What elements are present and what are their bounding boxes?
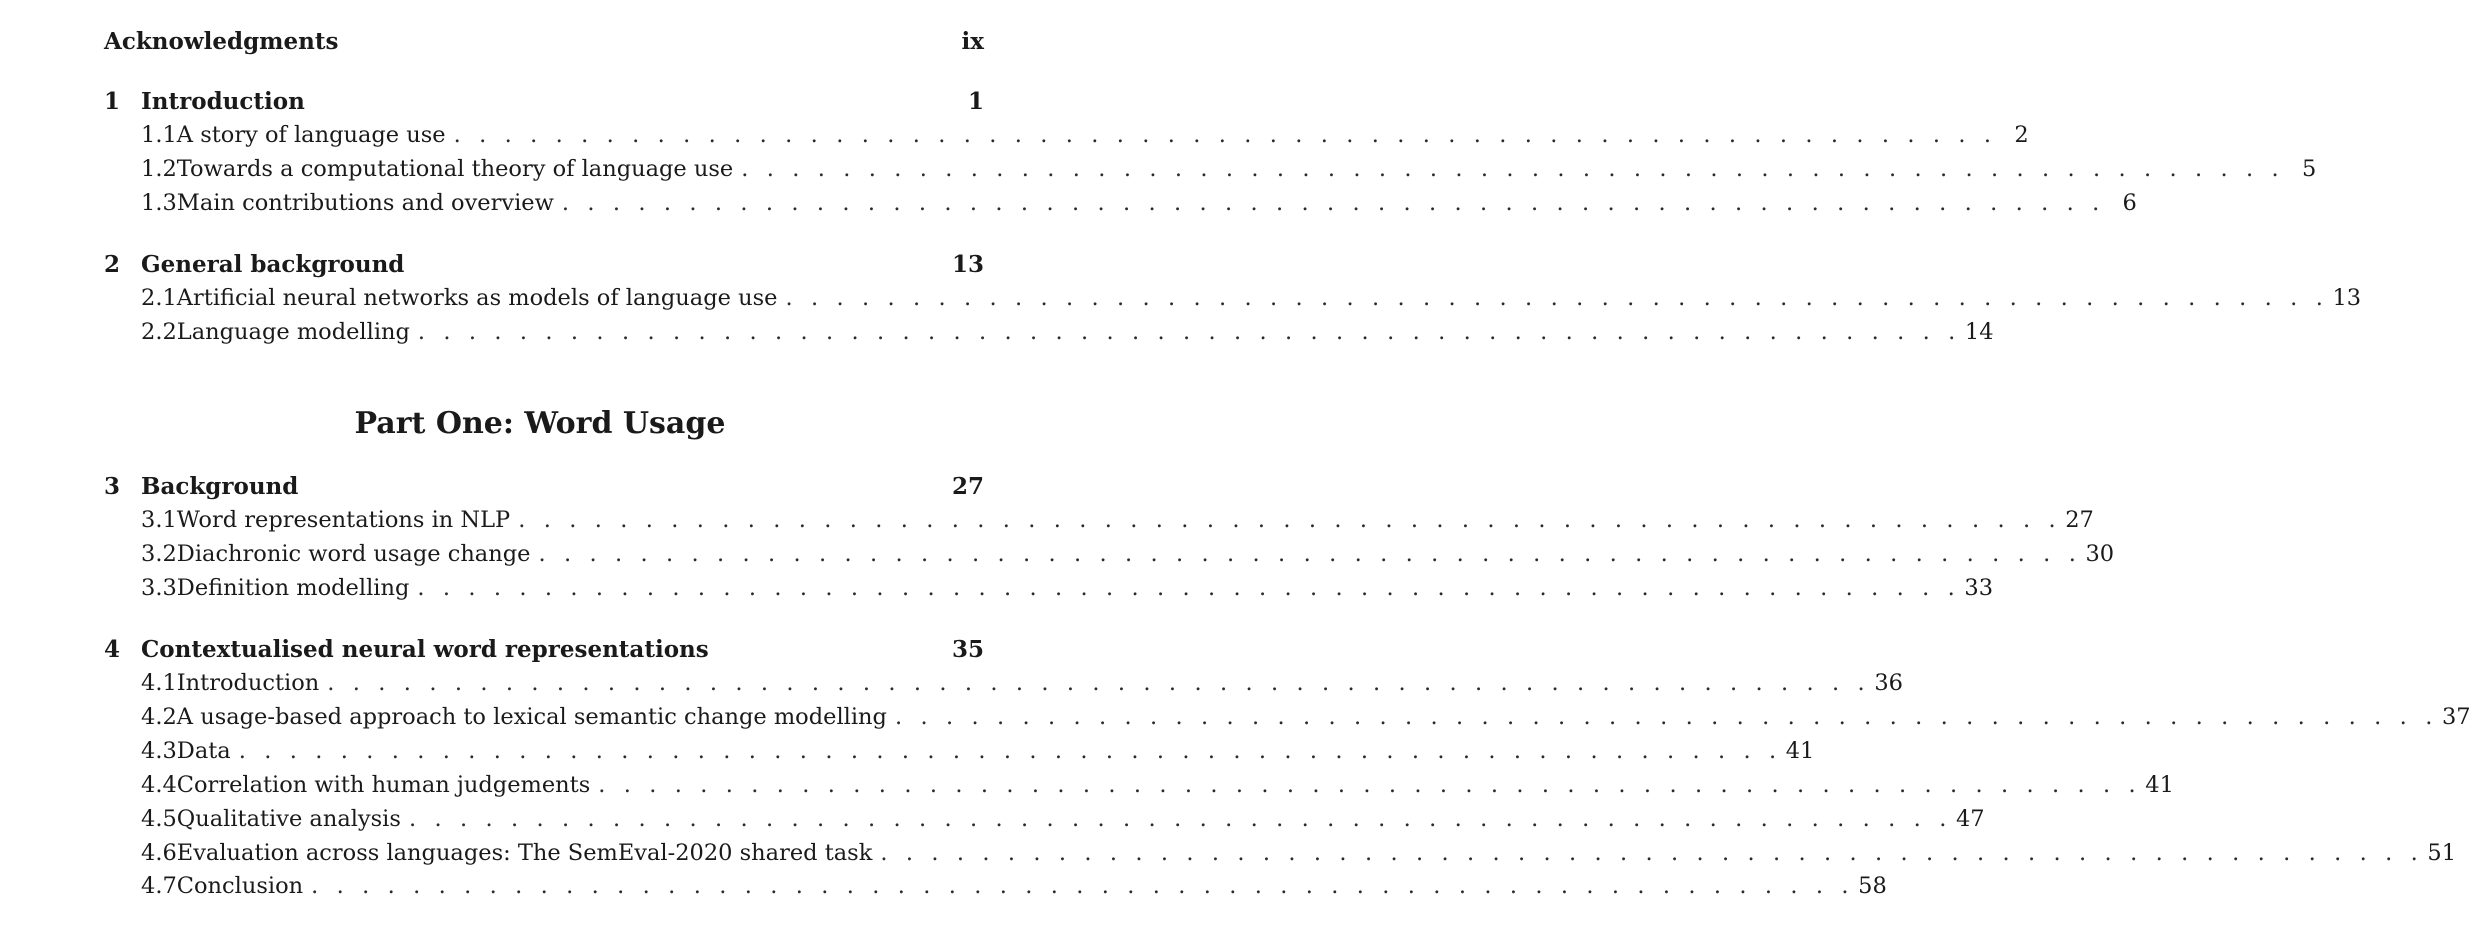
toc-section-number: 4.5 bbox=[141, 806, 177, 832]
toc-section-4-4[interactable] bbox=[104, 772, 2174, 802]
toc-section-number: 3.2 bbox=[141, 541, 177, 567]
toc-page-number: 47 bbox=[1955, 806, 1985, 832]
toc-chapter-1[interactable] bbox=[104, 88, 984, 118]
dot-leader: . . . . . . . . . . . . . . . . . . . . . . . . . . . . . . . . . . . . . . . . . . . . . . . . . . . . . . . . . . . . . bbox=[453, 122, 1997, 148]
toc-page-number: 13 bbox=[951, 251, 984, 278]
dot-leader: . . . . . . . . . . . . . . . . . . . . . . . . . . . . . . . . . . . . . . . . . . . . . . . . . . . . . . . . . . . . . bbox=[311, 873, 1855, 899]
toc-page-number: ix bbox=[961, 28, 984, 55]
toc-chapter-number: 2 bbox=[104, 251, 121, 278]
dot-leader: . . . . . . . . . . . . . . . . . . . . . . . . . . . . . . . . . . . . . . . . . . . . . . . . . . . . . . . . . . . . . bbox=[561, 190, 2105, 216]
toc-section-number: 4.4 bbox=[141, 772, 177, 798]
toc-section-number: 1.1 bbox=[141, 122, 177, 148]
toc-section-1-3[interactable] bbox=[104, 190, 2137, 220]
toc-page-number: 35 bbox=[951, 636, 984, 663]
dot-leader: . . . . . . . . . . . . . . . . . . . . . . . . . . . . . . . . . . . . . . . . . . . . . . . . . . . . . . . . . . . . . bbox=[741, 156, 2285, 182]
toc-section-4-7[interactable] bbox=[104, 873, 1887, 903]
dot-leader: . . . . . . . . . . . . . . . . . . . . . . . . . . . . . . . . . . . . . . . . . . . . . . . . . . . . . . . . . . . . . bbox=[538, 541, 2082, 567]
toc-section-title: Main contributions and overview bbox=[176, 190, 554, 216]
toc-section-number: 1.2 bbox=[141, 156, 177, 182]
toc-section-title: A story of language use bbox=[176, 122, 446, 148]
toc-page-number: 58 bbox=[1858, 873, 1887, 899]
toc-section-title: Definition modelling bbox=[176, 575, 410, 601]
toc-section-number: 1.3 bbox=[141, 190, 177, 216]
toc-section-4-2[interactable] bbox=[104, 704, 2471, 734]
toc-section-4-6[interactable] bbox=[104, 840, 2457, 870]
toc-page-number: 2 bbox=[2014, 122, 2029, 148]
toc-section-1-2[interactable] bbox=[104, 156, 2317, 186]
toc-section-number: 2.1 bbox=[141, 285, 177, 311]
toc-page-number: 27 bbox=[951, 473, 984, 500]
toc-section-title: Qualitative analysis bbox=[176, 806, 401, 832]
toc-section-title: Evaluation across languages: The SemEval-2020 shared task bbox=[176, 840, 873, 866]
toc-section-title: Correlation with human judgements bbox=[176, 772, 591, 798]
toc-page-number: 27 bbox=[2065, 507, 2094, 533]
toc-chapter-title: Introduction bbox=[141, 88, 305, 115]
dot-leader: . . . . . . . . . . . . . . . . . . . . . . . . . . . . . . . . . . . . . . . . . . . . . . . . . . . . . . . . . . . . . bbox=[880, 840, 2424, 866]
toc-section-number: 4.2 bbox=[141, 704, 177, 730]
toc-section-title: Conclusion bbox=[176, 873, 304, 899]
toc-page-number: 14 bbox=[1964, 319, 1994, 345]
toc-section-title: Artificial neural networks as models of language use bbox=[176, 285, 778, 311]
toc-section-title: Towards a computational theory of language use bbox=[176, 156, 734, 182]
toc-chapter-title: Background bbox=[141, 473, 299, 500]
dot-leader: . . . . . . . . . . . . . . . . . . . . . . . . . . . . . . . . . . . . . . . . . . . . . . . . . . . . . . . . . . . . . bbox=[785, 285, 2329, 311]
toc-page-number: 30 bbox=[2085, 541, 2115, 567]
toc-chapter-title: Contextualised neural word representations bbox=[141, 636, 709, 663]
toc-chapter-number: 1 bbox=[104, 88, 121, 115]
toc-section-3-3[interactable] bbox=[104, 575, 1994, 605]
dot-leader: . . . . . . . . . . . . . . . . . . . . . . . . . . . . . . . . . . . . . . . . . . . . . . . . . . . . . . . . . . . . . bbox=[518, 507, 2062, 533]
toc-section-number: 4.7 bbox=[141, 873, 177, 899]
toc-section-2-2[interactable] bbox=[104, 319, 1994, 349]
dot-leader: . . . . . . . . . . . . . . . . . . . . . . . . . . . . . . . . . . . . . . . . . . . . . . . . . . . . . . . . . . . . . bbox=[417, 575, 1961, 601]
toc-section-title: Word representations in NLP bbox=[176, 507, 511, 533]
toc-section-4-3[interactable] bbox=[104, 738, 1815, 768]
toc-chapter-3[interactable] bbox=[104, 473, 984, 503]
toc-section-number: 4.6 bbox=[141, 840, 177, 866]
toc-section-title: A usage-based approach to lexical semantic change modelling bbox=[176, 704, 887, 730]
dot-leader: . . . . . . . . . . . . . . . . . . . . . . . . . . . . . . . . . . . . . . . . . . . . . . . . . . . . . . . . . . . . . bbox=[327, 670, 1871, 696]
toc-chapter-4[interactable] bbox=[104, 636, 984, 666]
toc-section-title: Diachronic word usage change bbox=[176, 541, 531, 567]
toc-entry-acknowledgments[interactable] bbox=[104, 28, 984, 58]
toc-section-1-1[interactable] bbox=[104, 122, 2029, 152]
toc-section-4-5[interactable] bbox=[104, 806, 1985, 836]
toc-section-4-1[interactable] bbox=[104, 670, 1903, 700]
toc-chapter-2[interactable] bbox=[104, 251, 984, 281]
dot-leader: . . . . . . . . . . . . . . . . . . . . . . . . . . . . . . . . . . . . . . . . . . . . . . . . . . . . . . . . . . . . . bbox=[238, 738, 1782, 764]
toc-section-number: 3.1 bbox=[141, 507, 177, 533]
toc-section-title: Introduction bbox=[176, 670, 320, 696]
toc-page-number: 36 bbox=[1874, 670, 1903, 696]
toc-page-number: 5 bbox=[2301, 156, 2317, 182]
dot-leader: . . . . . . . . . . . . . . . . . . . . . . . . . . . . . . . . . . . . . . . . . . . . . . . . . . . . . . . . . . . . . bbox=[598, 772, 2142, 798]
toc-section-title: Data bbox=[176, 738, 231, 764]
dot-leader: . . . . . . . . . . . . . . . . . . . . . . . . . . . . . . . . . . . . . . . . . . . . . . . . . . . . . . . . . . . . . bbox=[894, 704, 2438, 730]
toc-chapter-number: 4 bbox=[104, 636, 121, 663]
toc-page-number: 41 bbox=[1785, 738, 1815, 764]
part-heading: Part One: Word Usage bbox=[354, 406, 726, 441]
toc-section-number: 2.2 bbox=[141, 319, 177, 345]
toc-section-number: 4.1 bbox=[141, 670, 177, 696]
toc-entry-title: Acknowledgments bbox=[104, 28, 339, 55]
toc-chapter-title: General background bbox=[141, 251, 405, 278]
toc-page-number: 33 bbox=[1964, 575, 1994, 601]
toc-section-3-2[interactable] bbox=[104, 541, 2115, 571]
dot-leader: . . . . . . . . . . . . . . . . . . . . . . . . . . . . . . . . . . . . . . . . . . . . . . . . . . . . . . . . . . . . . bbox=[417, 319, 1961, 345]
toc-page-number: 13 bbox=[2332, 285, 2362, 311]
toc-page-number: 37 bbox=[2441, 704, 2471, 730]
toc-section-2-1[interactable] bbox=[104, 285, 2362, 315]
toc-section-title: Language modelling bbox=[176, 319, 410, 345]
toc-page-number: 1 bbox=[967, 88, 984, 115]
toc-page-number: 41 bbox=[2145, 772, 2174, 798]
toc-page-number: 6 bbox=[2122, 190, 2137, 216]
toc-section-3-1[interactable] bbox=[104, 507, 2094, 537]
toc-chapter-number: 3 bbox=[104, 473, 121, 500]
toc-section-number: 3.3 bbox=[141, 575, 177, 601]
dot-leader: . . . . . . . . . . . . . . . . . . . . . . . . . . . . . . . . . . . . . . . . . . . . . . . . . . . . . . . . . . . . . bbox=[408, 806, 1952, 832]
toc-section-number: 4.3 bbox=[141, 738, 177, 764]
toc-page-number: 51 bbox=[2427, 840, 2457, 866]
